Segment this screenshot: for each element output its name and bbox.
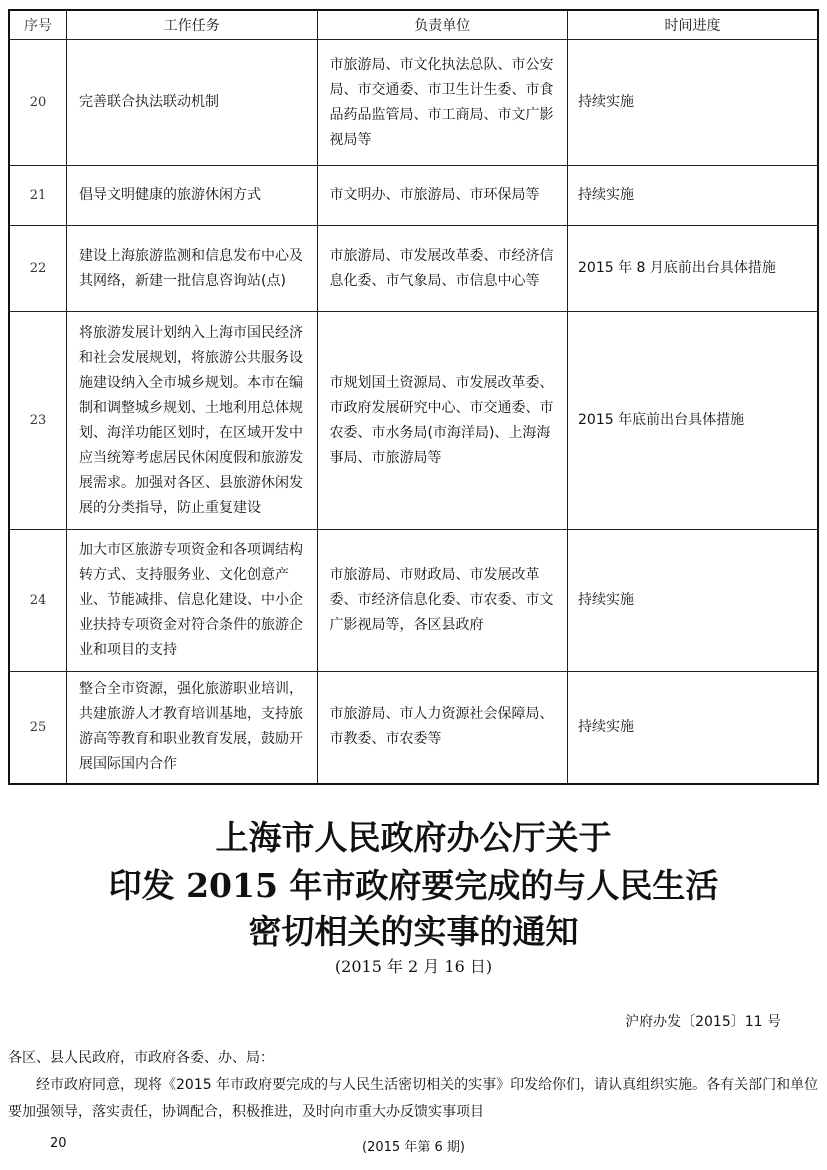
table-row — [9, 672, 818, 784]
row-number: 21 — [9, 166, 67, 226]
table-header-row — [9, 10, 818, 40]
notice-title-line-1: 上海市人民政府办公厅关于 — [215, 818, 612, 857]
row-units: 市规划国土资源局、市发展改革委、市政府发展研究中心、市交通委、市农委、市水务局(市海洋局)、上海海事局、市旅游局等 — [317, 312, 568, 530]
row-units: 市旅游局、市文化执法总队、市公安局、市交通委、市卫生计生委、市食品药品监管局、市工商局、市文广影视局等 — [317, 40, 568, 166]
row-task: 加大市区旅游专项资金和各项调结构转方式、支持服务业、文化创意产业、节能减排、信息化建设、中小企业扶持专项资金对符合条件的旅游企业和项目的支持 — [67, 530, 318, 672]
table-row — [9, 226, 818, 312]
row-units: 市旅游局、市发展改革委、市经济信息化委、市气象局、市信息中心等 — [317, 226, 568, 312]
row-number: 20 — [9, 40, 67, 166]
row-units: 市旅游局、市财政局、市发展改革委、市经济信息化委、市农委、市文广影视局等，各区县政府 — [317, 530, 568, 672]
row-progress: 持续实施 — [568, 166, 819, 226]
row-progress: 持续实施 — [568, 530, 819, 672]
row-task: 整合全市资源，强化旅游职业培训，共建旅游人才教育培训基地，支持旅游高等教育和职业教育发展，鼓励开展国际国内合作 — [67, 672, 318, 784]
row-number: 22 — [9, 226, 67, 312]
row-progress: 2015 年 8 月底前出台具体措施 — [568, 226, 819, 312]
page-number: 20 — [50, 1136, 67, 1151]
notice-title-line-3: 密切相关的实事的通知 — [248, 912, 579, 951]
row-task: 建设上海旅游监测和信息发布中心及其网络，新建一批信息咨询站(点) — [67, 226, 318, 312]
document-number: 沪府办发〔2015〕11 号 — [625, 1014, 781, 1030]
notice-title-line-2: 印发 2015 年市政府要完成的与人民生活 — [108, 866, 719, 905]
notice-body: 经市政府同意，现将《2015 年市政府要完成的与人民生活密切相关的实事》印发给你们，请认真组织实施。各有关部门和单位要加强领导，落实责任，协调配合，积极推进，及时向市重大办反馈实事项目 — [8, 1077, 819, 1120]
row-progress: 持续实施 — [568, 672, 819, 784]
table-row — [9, 530, 818, 672]
row-progress: 2015 年底前出台具体措施 — [568, 312, 819, 530]
row-units: 市旅游局、市人力资源社会保障局、市教委、市农委等 — [317, 672, 568, 784]
task-table — [8, 9, 819, 785]
row-progress: 持续实施 — [568, 40, 819, 166]
table-row — [9, 166, 818, 226]
table-row — [9, 312, 818, 530]
row-units: 市文明办、市旅游局、市环保局等 — [317, 166, 568, 226]
row-task: 将旅游发展计划纳入上海市国民经济和社会发展规划，将旅游公共服务设施建设纳入全市城乡规划。本市在编制和调整城乡规划、土地利用总体规划、海洋功能区划时，在区域开发中应当统筹考虑居民休闲度假和旅游发展需求。加强对各区、县旅游休闲发展的分类指导，防止重复建设 — [67, 312, 318, 530]
issue-number: (2015 年第 6 期) — [362, 1140, 465, 1155]
notice-date: (2015 年 2 月 16 日) — [334, 957, 493, 976]
table-row — [9, 40, 818, 166]
row-number: 23 — [9, 312, 67, 530]
header-schedule: 时间进度 — [568, 10, 819, 40]
header-serial-no: 序号 — [9, 10, 67, 40]
row-task: 倡导文明健康的旅游休闲方式 — [67, 166, 318, 226]
salutation: 各区、县人民政府，市政府各委、办、局： — [8, 1050, 274, 1066]
header-responsible-unit: 负责单位 — [317, 10, 568, 40]
row-number: 24 — [9, 530, 67, 672]
header-work-task: 工作任务 — [67, 10, 318, 40]
row-task: 完善联合执法联动机制 — [67, 40, 318, 166]
row-number: 25 — [9, 672, 67, 784]
